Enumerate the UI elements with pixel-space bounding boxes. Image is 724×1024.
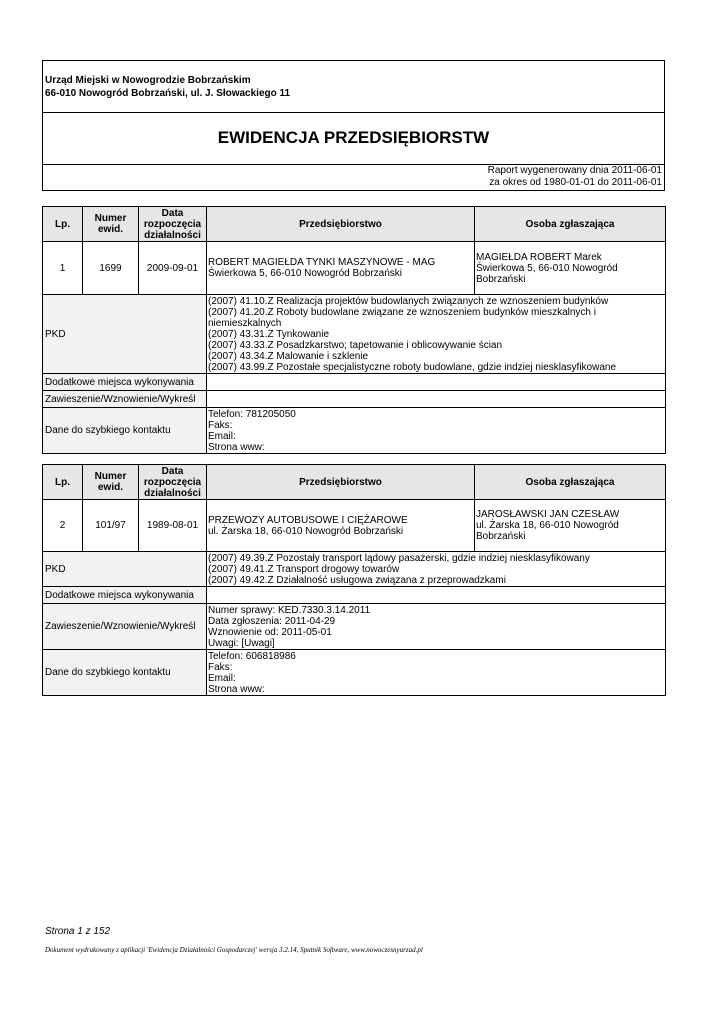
page-title: EWIDENCJA PRZEDSIĘBIORSTW	[217, 128, 490, 147]
kontakt-row	[43, 650, 666, 696]
record-firma: PRZEWOZY AUTOBUSOWE I CIĘŻAROWE ul. Żarska 18, 66-010 Nowogród Bobrzański	[207, 500, 475, 552]
pkd-label: PKD	[43, 552, 207, 587]
dodatkowe-value	[207, 374, 666, 391]
kontakt-row	[43, 408, 666, 454]
record-osoba: JAROSŁAWSKI JAN CZESŁAW ul. Żarska 18, 66-010 Nowogród Bobrzański	[475, 500, 666, 552]
table-row	[43, 242, 666, 295]
office-address	[45, 74, 290, 100]
table-header-row	[43, 207, 666, 242]
kontakt-value: Telefon: 606818986 Faks: Email: Strona www:	[207, 650, 666, 696]
zawieszenie-label: Zawieszenie/Wznowienie/Wykreśl	[43, 391, 207, 408]
column-osoba: Osoba zgłaszająca	[475, 207, 666, 242]
pkd-row	[43, 552, 666, 587]
column-data: Data rozpoczęcia działalności	[139, 207, 207, 242]
zawieszenie-value: Numer sprawy: KED.7330.3.14.2011 Data zgłoszenia: 2011-04-29 Wznowienie od: 2011-05-01 Uwagi: [Uwagi]	[207, 604, 666, 650]
report-info	[488, 165, 662, 189]
record-lp: 1	[43, 242, 83, 295]
column-lp: Lp.	[43, 207, 83, 242]
column-lp: Lp.	[43, 465, 83, 500]
zawieszenie-row	[43, 391, 666, 408]
zawieszenie-label: Zawieszenie/Wznowienie/Wykreśl	[43, 604, 207, 650]
table-header-row	[43, 465, 666, 500]
column-firma: Przedsiębiorstwo	[207, 207, 475, 242]
pkd-list: (2007) 49.39.Z Pozostały transport lądowy pasażerski, gdzie indziej niesklasyfikowany (2007) 49.41.Z Transport drogowy towarów (2007) 49.42.Z Działalność usługowa związana z przeprowadzkami	[207, 552, 666, 587]
office-name: Urząd Miejski w Nowogrodzie Bobrzańskim	[45, 75, 251, 86]
dodatkowe-value	[207, 587, 666, 604]
report-generated-date: Raport wygenerowany dnia 2011-06-01	[487, 165, 662, 176]
column-firma: Przedsiębiorstwo	[207, 465, 475, 500]
record-numer: 1699	[83, 242, 139, 295]
column-numer: Numer ewid.	[83, 207, 139, 242]
business-record-2	[42, 464, 666, 696]
dodatkowe-label: Dodatkowe miejsca wykonywania	[43, 374, 207, 391]
pkd-list: (2007) 41.10.Z Realizacja projektów budowlanych związanych ze wznoszeniem budynków (2007) 41.20.Z Roboty budowlane związane ze wznoszeniem budynków mieszkalnych i niemieszkalnych (2007) 43.31.Z Tynkowanie (2007) 43.33.Z Posadzkarstwo; tapetowanie i oblicowywanie ścian (2007) 43.34.Z Malowanie i szklenie (2007) 43.99.Z Pozostałe specjalistyczne roboty budowlane, gdzie indziej niesklasyfikowane	[207, 295, 666, 374]
footer-note: Dokument wydrukowany z aplikacji 'Ewidencja Działalności Gospodarczej' wersja 3.2.14, Sputnik Software, www.nowoczesnyurzad.pl	[45, 946, 423, 954]
kontakt-label: Dane do szybkiego kontaktu	[43, 408, 207, 454]
kontakt-label: Dane do szybkiego kontaktu	[43, 650, 207, 696]
pkd-label: PKD	[43, 295, 207, 374]
report-period: za okres od 1980-01-01 do 2011-06-01	[489, 177, 662, 188]
zawieszenie-row	[43, 604, 666, 650]
office-street: 66-010 Nowogród Bobrzański, ul. J. Słowackiego 11	[45, 88, 291, 99]
record-data: 1989-08-01	[139, 500, 207, 552]
kontakt-value: Telefon: 781205050 Faks: Email: Strona www:	[207, 408, 666, 454]
report-header	[42, 60, 665, 191]
column-numer: Numer ewid.	[83, 465, 139, 500]
zawieszenie-value	[207, 391, 666, 408]
record-lp: 2	[43, 500, 83, 552]
dodatkowe-row	[43, 587, 666, 604]
pkd-row	[43, 295, 666, 374]
record-firma: ROBERT MAGIEŁDA TYNKI MASZYNOWE - MAG Świerkowa 5, 66-010 Nowogród Bobrzański	[207, 242, 475, 295]
record-numer: 101/97	[83, 500, 139, 552]
business-record-1	[42, 206, 666, 454]
record-osoba: MAGIEŁDA ROBERT Marek Świerkowa 5, 66-010 Nowogród Bobrzański	[475, 242, 666, 295]
record-data: 2009-09-01	[139, 242, 207, 295]
dodatkowe-label: Dodatkowe miejsca wykonywania	[43, 587, 207, 604]
divider	[43, 112, 664, 113]
column-osoba: Osoba zgłaszająca	[475, 465, 666, 500]
page-number: Strona 1 z 152	[45, 926, 111, 937]
dodatkowe-row	[43, 374, 666, 391]
table-row	[43, 500, 666, 552]
column-data: Data rozpoczęcia działalności	[139, 465, 207, 500]
